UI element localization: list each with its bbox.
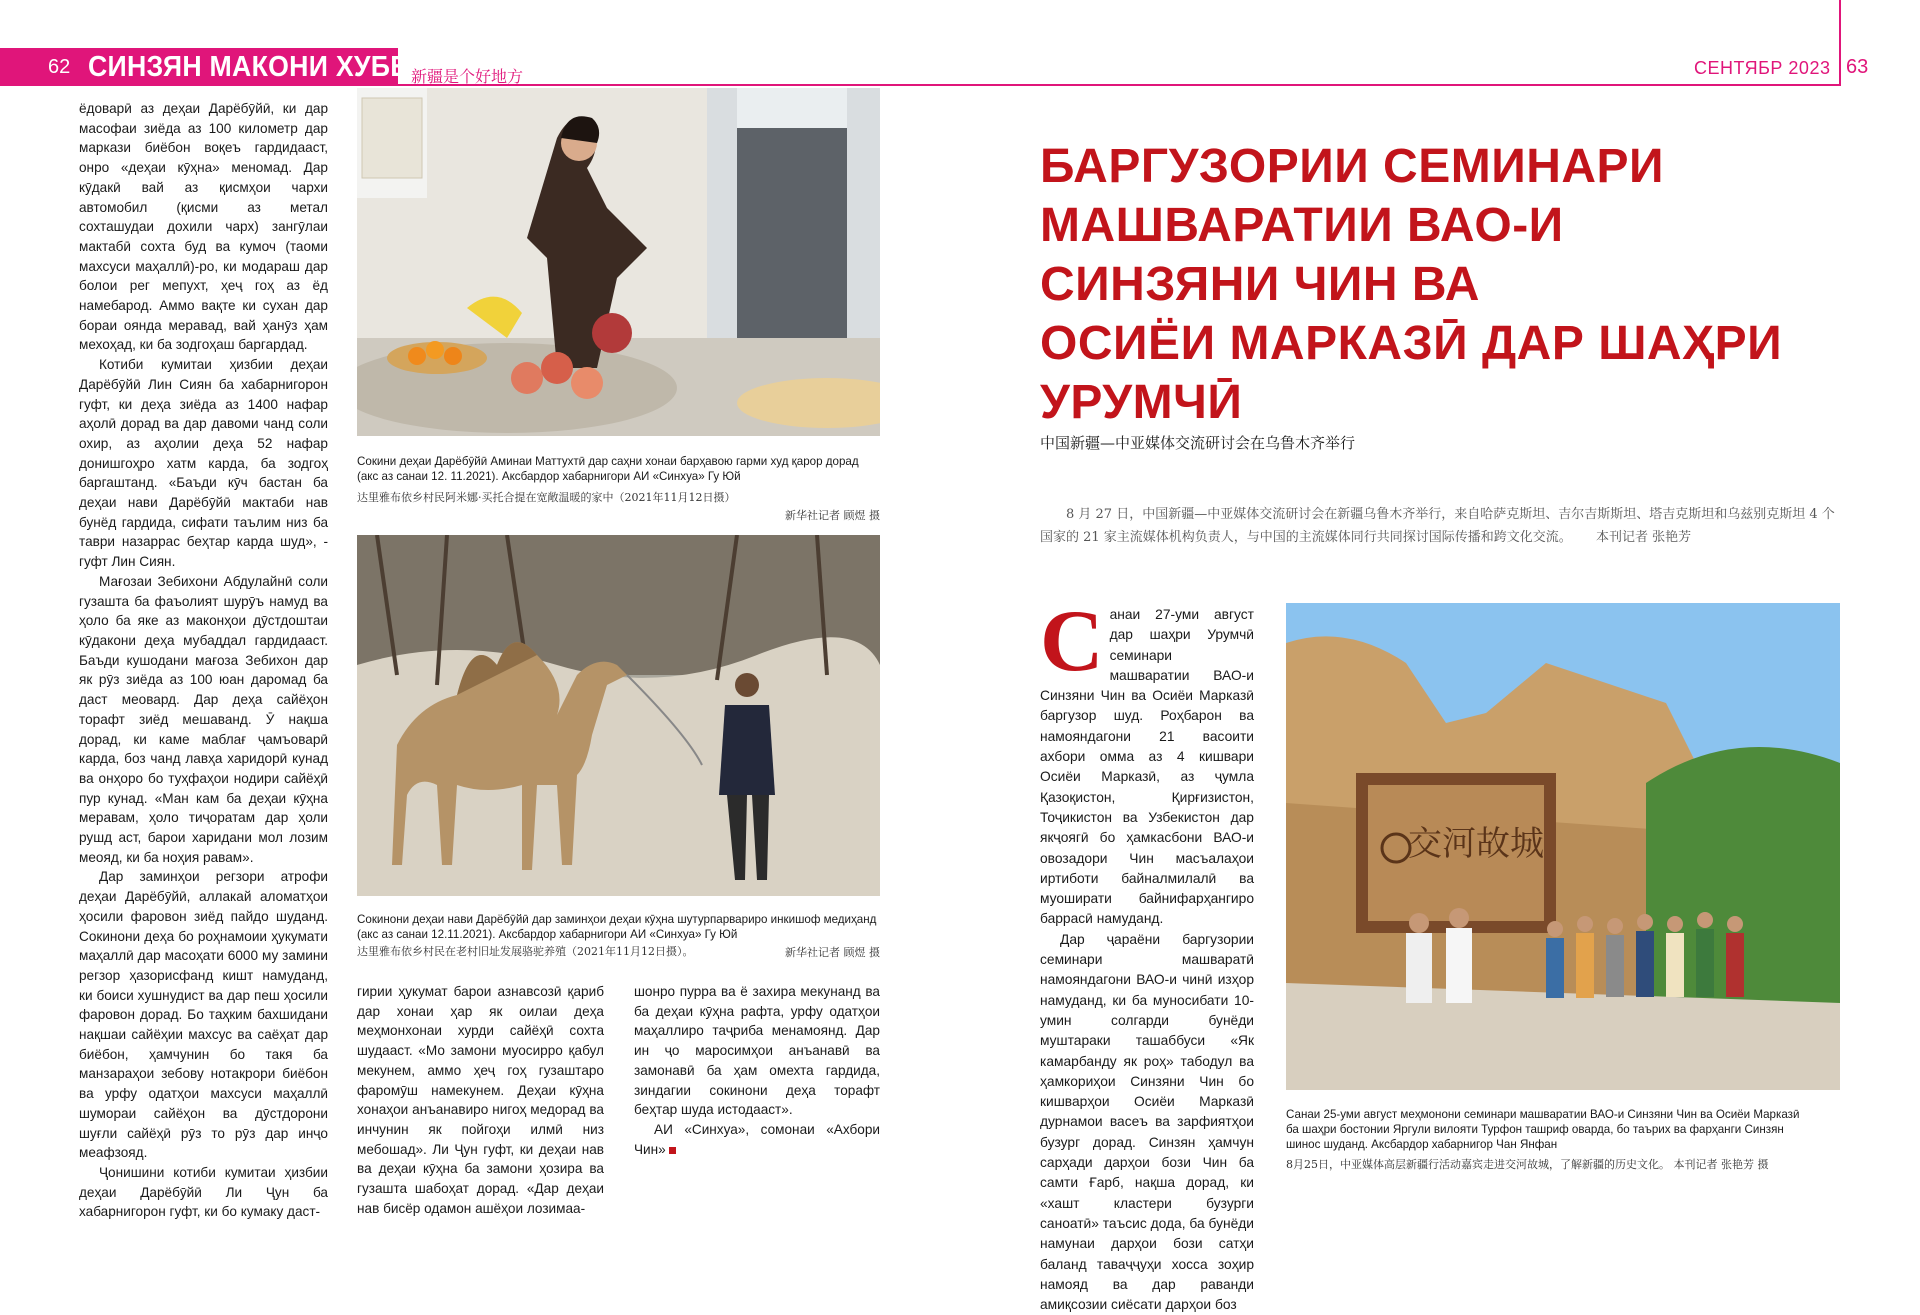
photo-camel-illustration <box>357 535 880 896</box>
paragraph-with-dropcap <box>1040 593 1254 930</box>
paragraph: ёдоварӣ аз деҳаи Дарёбӯйӣ, ки дар масофаи зиёда аз 100 километр дар маркази биёбон воқеъ гардидааст, онро «деҳаи кӯҳна» меномад. Дар кӯдакӣ вай аз қисмҳои чархи автомобил (қисми аз метал сохташудаи дохили чарх) зангӯлаи мактабӣ сохта буд ва кумоч (таоми махсуси маҳаллӣ)-ро, ки модараш дар болои рег мепухт, ҳеҷ гоҳ аз ёд намебарод. Аммо вақте ки сухан дар бораи оянда меравад, вай ҳанӯз ҳам мехоҳад, ки ба зодгоҳаш баргардад. <box>79 101 328 353</box>
right-page-number: 63 <box>1846 56 1869 78</box>
left-column-2 <box>357 982 604 1218</box>
photo2-caption-chinese: 达里雅布依乡村民在老村旧址发展骆驼养殖（2021年11月12日摄）。 <box>357 945 694 958</box>
title-line: ОСИЁИ МАРКАЗӢ ДАР ШАҲРИ <box>1040 317 1783 370</box>
title-line: СИНЗЯНИ ЧИН ВА <box>1040 258 1480 311</box>
lead-chinese <box>1040 503 1840 549</box>
right-body-column <box>1040 593 1255 1315</box>
subtitle-chinese: 中国新疆—中亚媒体交流研讨会在乌鲁木齐举行 <box>1040 434 1356 452</box>
article-title <box>1040 137 1840 432</box>
photo-camel-in-desert <box>357 535 880 896</box>
title-line: БАРГУЗОРИИ СЕМИНАРИ <box>1040 140 1665 193</box>
paragraph: Дар ҷараёни баргузории семинари машваратӣ намояндагони ВАО-и чинӣ изҳор намуданд, ки ба муносибати 10-умин солгарди бунёди муштараки ташаббуси «Як камарбанду як роҳ» табодул ва ҳамкориҳои Синзяни Чин бо кишварҳои Осиёи Марказӣ дурнамои васеъ ва зарфиятҳои бузург дорад. Синзян ҳамчун сарҳади дарҳои бози Чин ба самти Ғарб, нақша дорад, ки «хашт кластери бузурги саноатӣ» таъсис дода, ба бунёди намунаи дарҳои бози сатҳи баланд таваҷҷуҳи хосса зоҳир намояд ва дар раванди амиқсозии сиёсати дарҳои боз <box>1040 931 1255 1313</box>
title-line: УРУМЧӢ <box>1040 376 1243 429</box>
photo-ruins-illustration <box>1286 603 1840 1090</box>
left-column-1 <box>79 99 328 1222</box>
photo1-credit: 新华社记者 顾煜 摄 <box>785 509 880 522</box>
end-mark <box>669 1147 676 1154</box>
paragraph: шонро пурра ва ё захира мекунанд ва ба деҳаи кӯҳна рафта, урфу одатҳои маҳаллиро таҷриба менамоянд. Дар ин ҷо маросимҳои анъанавӣ ва замонавӣ ба ҳам омехта гардида, зиндагии сокинони деҳа торафт беҳтар шуда истодааст». <box>634 984 880 1118</box>
drop-cap: С <box>1040 593 1104 690</box>
lead-author: 本刊记者 张艳芳 <box>1595 530 1692 545</box>
photo-visitors-at-ruins <box>1286 603 1840 1090</box>
signature-paragraph <box>634 1120 880 1159</box>
photo1-caption-chinese: 达里雅布依乡村民阿米娜·买托合提在宽敞温暖的家中（2021年11月12日摄） <box>357 491 736 504</box>
svg-text:交河故城: 交河故城 <box>1408 824 1544 864</box>
paragraph: Ҷонишини котиби кумитаи ҳизбии деҳаи Дарёбӯйӣ Ли Ҷун ба хабарнигорон гуфт, ки бо кумаку даст- <box>79 1164 328 1220</box>
photo2-caption: Сокинони деҳаи нави Дарёбӯйӣ дар заминҳои деҳаи кӯҳна шутурпарвариро инкишоф медиҳанд (акс аз санаи 12.11.2021). Аксбардор хабарнигори АИ «Синхуа» Гу Юй <box>357 913 877 941</box>
header-vertical-rule <box>1839 0 1841 86</box>
left-column-3 <box>634 982 880 1159</box>
running-head: СИНЗЯН МАКОНИ ХУБЕСТ <box>88 51 444 83</box>
photo3-caption-chinese: 8月25日，中亚媒体高层新疆行活动嘉宾走进交河故城，了解新疆的历史文化。 本刊记者 张艳芳 摄 <box>1286 1158 1769 1171</box>
photo1-caption: Сокини деҳаи Дарёбӯйӣ Аминаи Маттухтӣ дар саҳни хонаи барҳавою гарми худ қарор дорад (акс аз санаи 12. 11.2021). Аксбардор хабарнигори АИ «Синхуа» Гу Юй <box>357 455 859 483</box>
photo-woman-with-fruit <box>357 88 880 436</box>
photo3-caption: Санаи 25-уми август меҳмонони семинари машваратии ВАО-и Синзяни Чин ва Осиёи Марказӣ ба шаҳри бостонии Яргули вилояти Турфон ташриф оварда, бо таърих ва фарҳанги Синзян шинос шуданд. Аксбардор хабарнигор Чан Янфан <box>1286 1108 1800 1151</box>
paragraph: гирии ҳукумат барои азнавсозӣ қариб дар хонаи ҳар як оилаи деҳа меҳмонхонаи хурди сайёҳӣ сохта шудааст. «Мо замони муосирро қабул мекунем, аммо ҳеҷ гоҳ гузаштаро фаромӯш намекунем. Деҳаи кӯҳна хонаҳои анъанавиро нигоҳ медорад ва инчунин як пойгоҳи илмӣ низ мебошад». Ли Ҷун гуфт, ки деҳаи нав ва деҳаи кӯҳна ба замони ҳозира ва гузашта шабоҳат дорад. «Дар деҳаи нав бисёр одамон ашёҳои лозимаа- <box>357 984 604 1216</box>
title-line: МАШВАРАТИИ ВАО-И <box>1040 199 1564 252</box>
source-signature: АИ «Синхуа», сомонаи «Ахбори Чин» <box>634 1121 880 1157</box>
left-page-number: 62 <box>48 56 71 78</box>
photo-woman-illustration <box>357 88 880 436</box>
paragraph: Котиби кумитаи ҳизбии деҳаи Дарёбӯйӣ Лин Сиян ба хабарнигорон гуфт, ки деҳа зиёда аз 1400 нафар аҳолӣ дорад ва дар давоми чанд соли охир, аз аҳолии деҳа 52 нафар донишгоҳро хатм карда, ба зодгоҳ баргаштанд. «Баъди кӯч бастан ба деҳаи нави Дарёбӯйӣ мактаби нав бунёд гардида, сифати таълим низ ба таври назаррас беҳтар карда шуд», - гуфт Лин Сиян. <box>79 357 328 570</box>
paragraph: Дар заминҳои регзори атрофи деҳаи Дарёбӯйӣ, аллакай аломатҳои ҳосили фаровон зиёд пайдо шуданд. Сокинони деҳа бо роҳнамоии ҳукумати маҳаллӣ дар масоҳати 6000 му замини регзор ҳазорисфанд кишт намуданд, ки боиси хушнудист ва дар пеш ҳосили фаровон дорад. Бо таҳким бахшидани нақшаи сайёҳии махсус ва саёҳат дар биёбон, ҳамчунин бо такя ба манзараҳои зебову нотакрори биёбон ва урфу одатҳои махсуси маҳаллӣ шумораи сайёҳон ва дӯстдорони шуғли сайёҳӣ рӯз то рӯз дар инҷо меафзояд. <box>79 869 328 1161</box>
issue-date: СЕНТЯБР 2023 <box>1694 58 1831 78</box>
paragraph-text: анаи 27-уми август дар шаҳри Урумчӣ семинари машваратии ВАО-и Синзяни Чин ва Осиёи Марказӣ баргузор шуд. Роҳбарон ва намояндагони 21 васоити ахбори омма аз 4 кишвари Осиёи Марказӣ, аз ҷумла Қазоқистон, Қирғизистон, Тоҷикистон ва Узбекистон дар якҷоягӣ бо ҳамкасбони ВАО-и овозадори Чин масъалаҳои иртиботи байналмилалӣ ва муоширати байнифарҳангиро баррасӣ намуданд. <box>1040 607 1254 927</box>
lead-text: 8 月 27 日，中国新疆—中亚媒体交流研讨会在新疆乌鲁木齐举行，来自哈萨克斯坦、吉尔吉斯斯坦、塔吉克斯坦和乌兹别克斯坦 4 个国家的 21 家主流媒体机构负责人，与中国的主流媒体同行共同探讨国际传播和跨文化交流。 <box>1040 507 1835 545</box>
photo2-credit: 新华社记者 顾煜 摄 <box>785 946 880 959</box>
paragraph: Мағозаи Зебихони Абдулайнӣ соли гузашта ба фаъолият шурӯъ намуд ва ҳоло ба яке аз маконҳои дӯстдоштаи кӯдакони деҳа мубаддал гардидааст. Баъди кушодани мағоза Зебихон дар як рӯз зиёда аз 100 юан даромад ба даст меовард. Дар деҳа сайёҳон торафт зиёд мешаванд. Ӯ нақша дорад, ки каме маблағ ҷамъоварӣ карда, боз чанд лавҳа харидорӣ кунад ва онҳоро бо туҳфаҳои нодири сайёҳӣ пур кунад. «Ман кам ба деҳаи кӯҳна меравам, ҳоло тиҷоратам дар ҳоли рушд аст, барои харидани мол лозим меояд, ки ба ноҳия равам». <box>79 573 328 865</box>
header-rule <box>0 84 1840 86</box>
running-head-chinese: 新疆是个好地方 <box>411 67 524 86</box>
